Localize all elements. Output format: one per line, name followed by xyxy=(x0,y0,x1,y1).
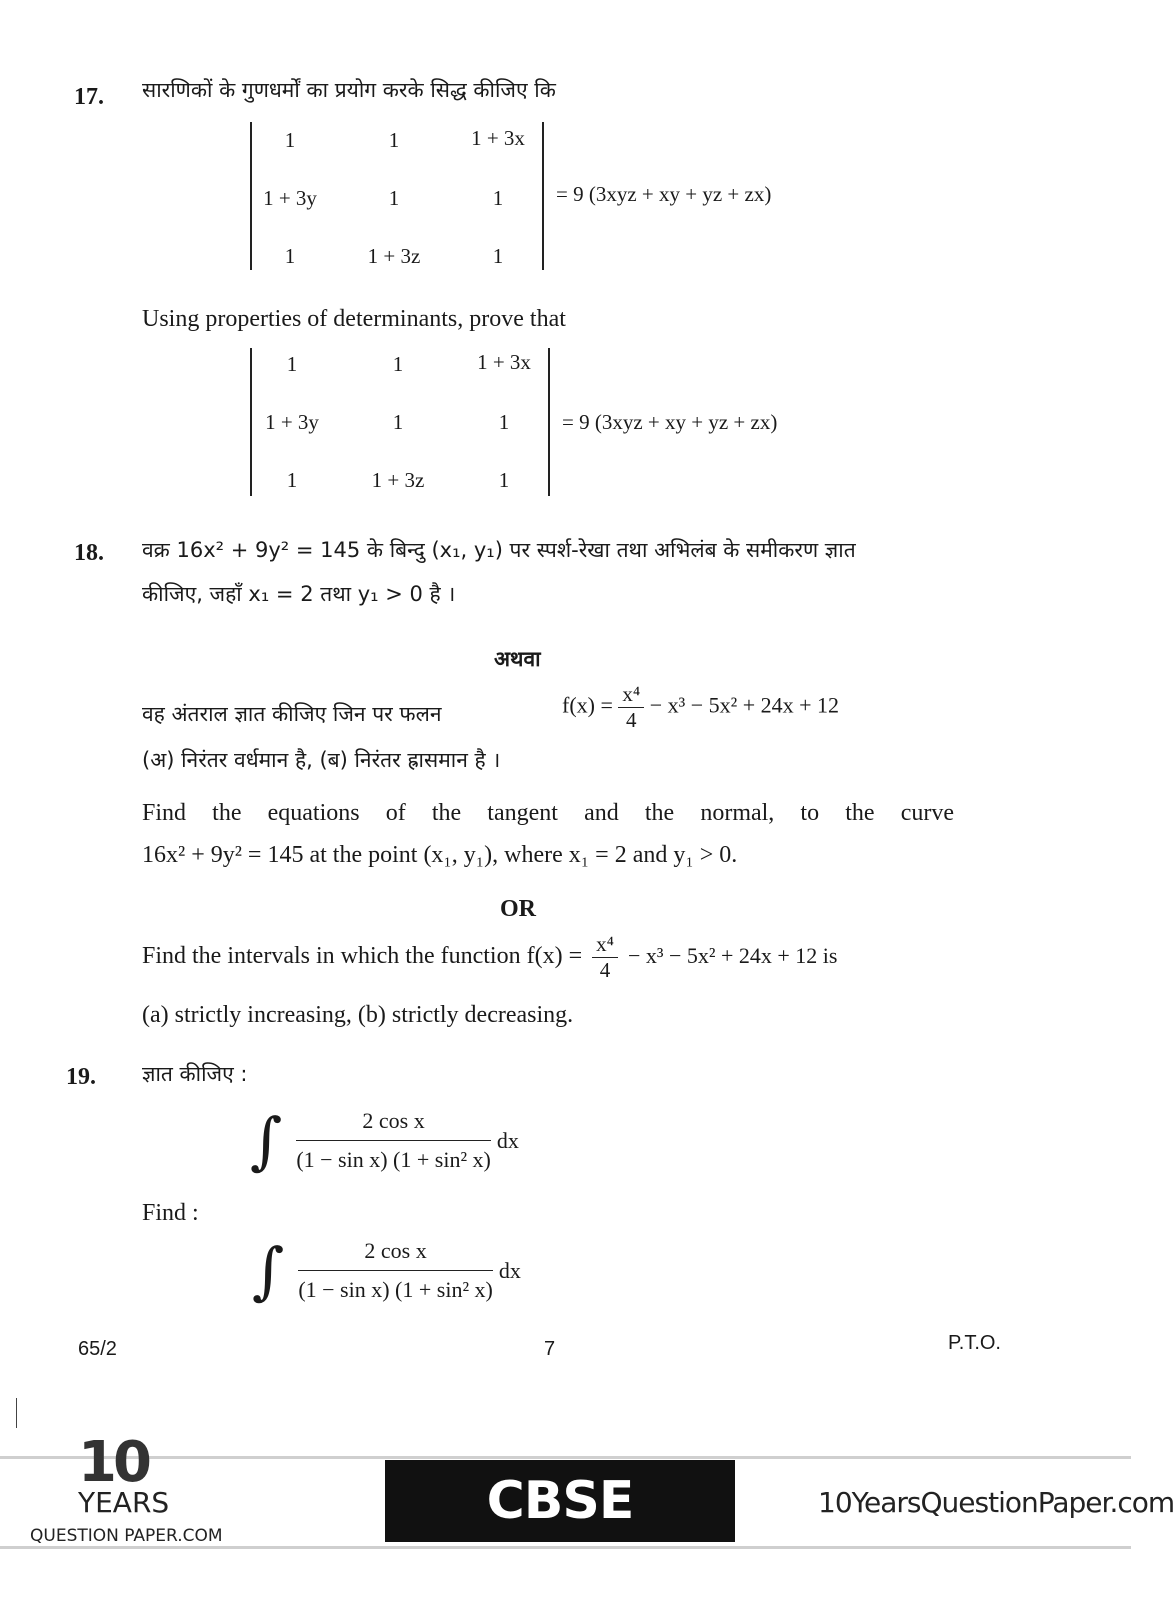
cbse-banner: CBSE BOARD XII xyxy=(385,1460,735,1542)
integrand-fraction xyxy=(296,1108,491,1173)
dx-label: dx xyxy=(498,1257,521,1283)
fraction-x4-over-4 xyxy=(592,932,618,983)
q18-hindi-line2: कीजिए, जहाँ x₁ = 2 तथा y₁ > 0 है । xyxy=(142,582,456,606)
det-cell: 1 xyxy=(284,244,296,268)
det-cell: 1 + 3x xyxy=(471,126,525,150)
q18-english-line2: 16x² + 9y² = 145 at the point (x₁, y₁), where x₁ = 2 and y₁ > 0. xyxy=(142,842,738,868)
det-cell: 1 xyxy=(388,128,400,152)
q17-rhs-hindi: = 9 (3xyz + xy + yz + zx) xyxy=(556,182,772,206)
integral-icon: ∫ xyxy=(252,1234,285,1307)
page-number: 7 xyxy=(544,1338,556,1360)
logo-site: QUESTION PAPER.COM xyxy=(30,1526,223,1546)
q18-english-line1: Find the equations of the tangent and the normal, to the curve xyxy=(142,800,954,826)
fraction-denominator: 4 xyxy=(599,958,611,982)
det-cell: 1 + 3z xyxy=(371,468,425,492)
det-cell: 1 xyxy=(286,352,298,376)
det-cell: 1 xyxy=(284,128,296,152)
margin-mark xyxy=(16,1398,17,1428)
question-number-19: 19. xyxy=(66,1064,96,1090)
q18-or-hindi: अथवा xyxy=(494,647,541,671)
q19-integral-hindi xyxy=(250,1104,519,1177)
q18-function-hindi xyxy=(562,682,839,733)
fraction-x4-over-4 xyxy=(618,682,644,733)
det-cell: 1 + 3x xyxy=(477,350,531,374)
pto-label: P.T.O. xyxy=(948,1332,1001,1354)
integrand-denominator: (1 − sin x) (1 + sin² x) xyxy=(298,1277,493,1302)
q18-alt-english xyxy=(142,932,837,983)
det-cell: 1 xyxy=(392,410,404,434)
det-cell: 1 + 3z xyxy=(367,244,421,268)
q19-english: Find : xyxy=(142,1200,199,1226)
integrand-numerator: 2 cos x xyxy=(298,1238,493,1271)
integrand-numerator: 2 cos x xyxy=(296,1108,491,1141)
det-cell: 1 xyxy=(492,244,504,268)
q17-hindi-statement: सारणिकों के गुणधर्मों का प्रयोग करके सिद्ध कीजिए कि xyxy=(142,78,556,102)
f-rest-english: − x³ − 5x² + 24x + 12 is xyxy=(627,943,838,969)
q18-hindi-line1: वक्र 16x² + 9y² = 145 के बिन्दु (x₁, y₁) पर स्पर्श-रेखा तथा अभिलंब के समीकरण ज्ञात xyxy=(142,538,856,562)
det-cell: 1 xyxy=(498,410,510,434)
website-link[interactable]: 10YearsQuestionPaper.com xyxy=(818,1486,1174,1519)
q18-alt-hindi-a: वह अंतराल ज्ञात कीजिए जिन पर फलन xyxy=(142,702,442,726)
q17-determinant-hindi xyxy=(250,122,544,270)
det-cell: 1 xyxy=(498,468,510,492)
integral-icon: ∫ xyxy=(250,1104,283,1177)
fraction-numerator: x⁴ xyxy=(618,682,644,708)
q17-determinant-english xyxy=(250,348,550,496)
integrand-denominator: (1 − sin x) (1 + sin² x) xyxy=(296,1147,491,1172)
f-label: f(x) = xyxy=(562,692,613,718)
det-cell: 1 + 3y xyxy=(265,410,319,434)
paper-code: 65/2 xyxy=(78,1338,117,1360)
q18-or-english: OR xyxy=(500,896,536,922)
det-cell: 1 + 3y xyxy=(263,186,317,210)
q19-hindi: ज्ञात कीजिए : xyxy=(142,1062,248,1086)
q18-alt-hindi-b: (अ) निरंतर वर्धमान है, (ब) निरंतर ह्रासमान है । xyxy=(142,748,501,772)
branding-divider xyxy=(0,1456,1131,1459)
question-number-18: 18. xyxy=(74,540,104,566)
fraction-numerator: x⁴ xyxy=(592,932,618,958)
logo-number: 10 xyxy=(78,1430,148,1495)
fraction-denominator: 4 xyxy=(626,708,637,732)
q17-rhs-english: = 9 (3xyz + xy + yz + zx) xyxy=(562,410,778,434)
q18-alt-english-b: (a) strictly increasing, (b) strictly decreasing. xyxy=(142,1002,574,1028)
dx-label: dx xyxy=(496,1127,519,1153)
q17-english-statement: Using properties of determinants, prove that xyxy=(142,306,566,332)
f-rest: − x³ − 5x² + 24x + 12 xyxy=(649,692,840,718)
det-cell: 1 xyxy=(392,352,404,376)
logo-years: YEARS xyxy=(78,1486,170,1519)
alt-english-text: Find the intervals in which the function f(x) = xyxy=(142,943,583,970)
det-cell: 1 xyxy=(492,186,504,210)
integrand-fraction xyxy=(298,1238,493,1303)
question-number-17: 17. xyxy=(74,84,104,110)
det-cell: 1 xyxy=(286,468,298,492)
q19-integral-english xyxy=(252,1234,521,1307)
det-cell: 1 xyxy=(388,186,400,210)
